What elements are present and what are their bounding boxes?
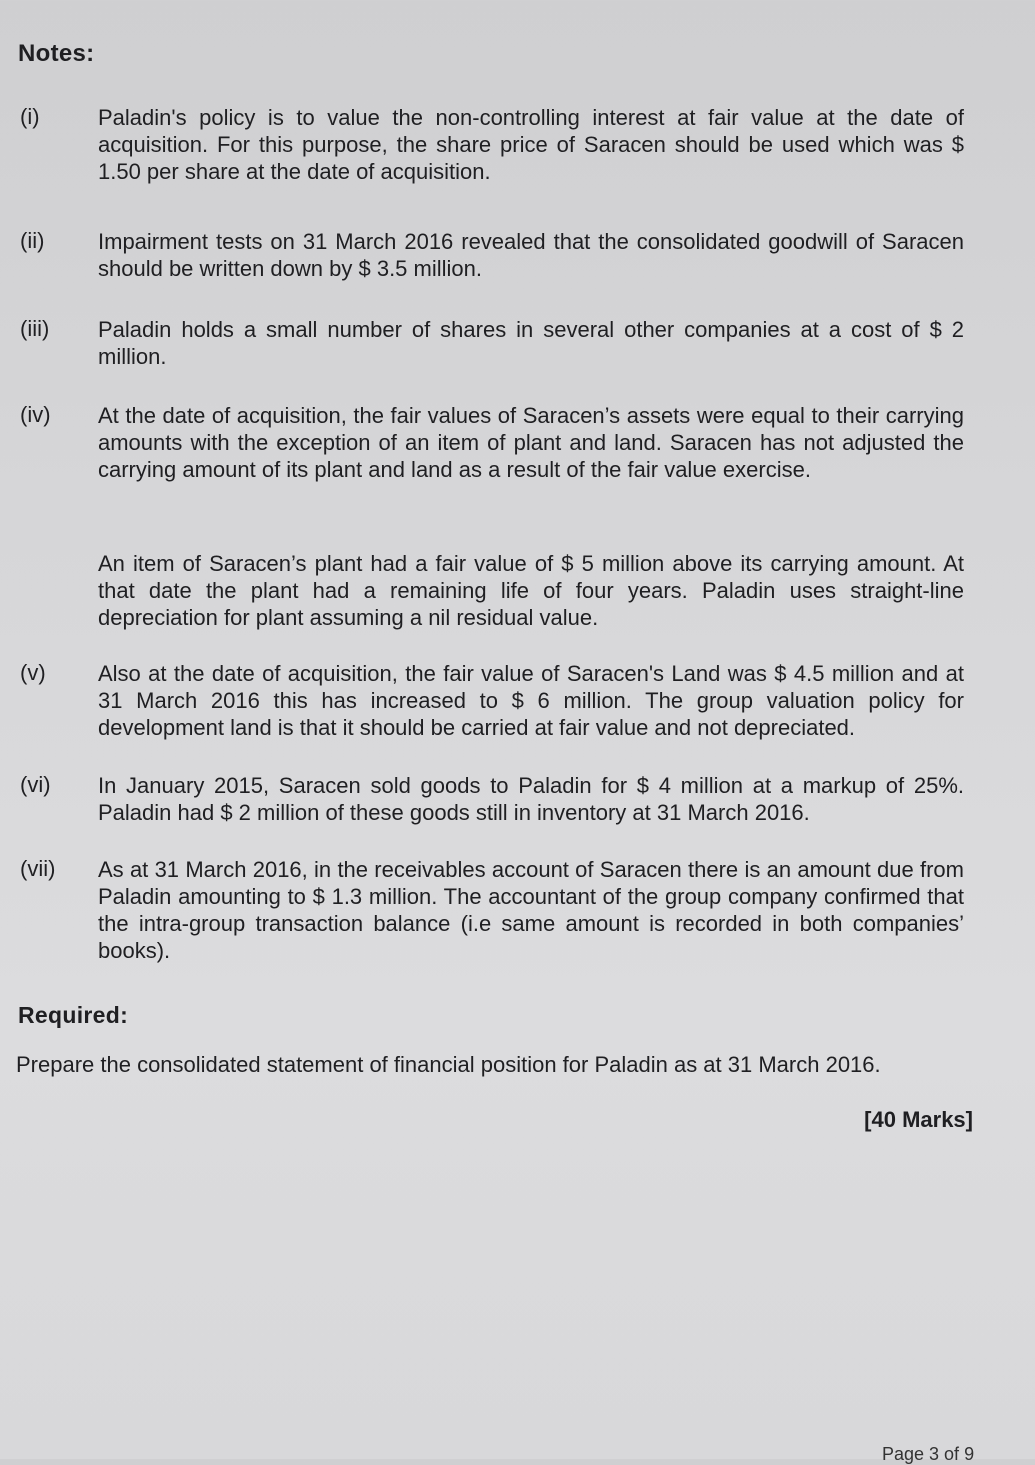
note-number: (vi) — [20, 772, 51, 797]
note-number: (ii) — [20, 228, 45, 253]
note-text: As at 31 March 2016, in the receivables account of Saracen there is an amount due from Paladin amounting to $ 1.3 million. The accountant of the group company confirmed that the intra-group transaction balance (i.e same amount is recorded in both companies’ books). — [98, 857, 964, 963]
required-heading: Required: — [18, 1002, 129, 1028]
note-text: In January 2015, Saracen sold goods to Paladin for $ 4 million at a markup of 25%. Paladin had $ 2 million of these goods still in inventory at 31 March 2016. — [98, 773, 964, 825]
note-text: At the date of acquisition, the fair values of Saracen’s assets were equal to their carrying amounts with the exception of an item of plant and land. Saracen has not adjusted the carrying amount of its plant and land as a result of the fair value exercise. — [98, 403, 964, 482]
note-text: An item of Saracen’s plant had a fair value of $ 5 million above its carrying amount. At that date the plant had a remaining life of four years. Paladin uses straight-line depreciation for plant assuming a nil residual value. — [98, 551, 964, 630]
note-number: (iii) — [20, 316, 50, 341]
instruction-text: Prepare the consolidated statement of financial position for Paladin as at 31 March 2016. — [16, 1052, 881, 1077]
notes-heading: Notes: — [18, 40, 95, 67]
note-text: Impairment tests on 31 March 2016 revealed that the consolidated goodwill of Saracen should be written down by $ 3.5 million. — [98, 229, 964, 281]
note-number: (i) — [20, 104, 40, 129]
note-number: (iv) — [20, 402, 51, 427]
note-number: (v) — [20, 660, 46, 685]
marks-label: [40 Marks] — [864, 1107, 973, 1132]
note-text: Paladin holds a small number of shares in several other companies at a cost of $ 2 million. — [98, 317, 964, 369]
page-number: Page 3 of 9 — [882, 1444, 975, 1464]
note-text: Also at the date of acquisition, the fair value of Saracen's Land was $ 4.5 million and at 31 March 2016 this has increased to $ 6 million. The group valuation policy for development land is that it should be carried at fair value and not depreciated. — [98, 661, 964, 740]
note-number: (vii) — [20, 856, 56, 881]
note-text: Paladin's policy is to value the non-controlling interest at fair value at the date of acquisition. For this purpose, the share price of Saracen should be used which was $ 1.50 per share at the date of acquisition. — [98, 105, 964, 184]
